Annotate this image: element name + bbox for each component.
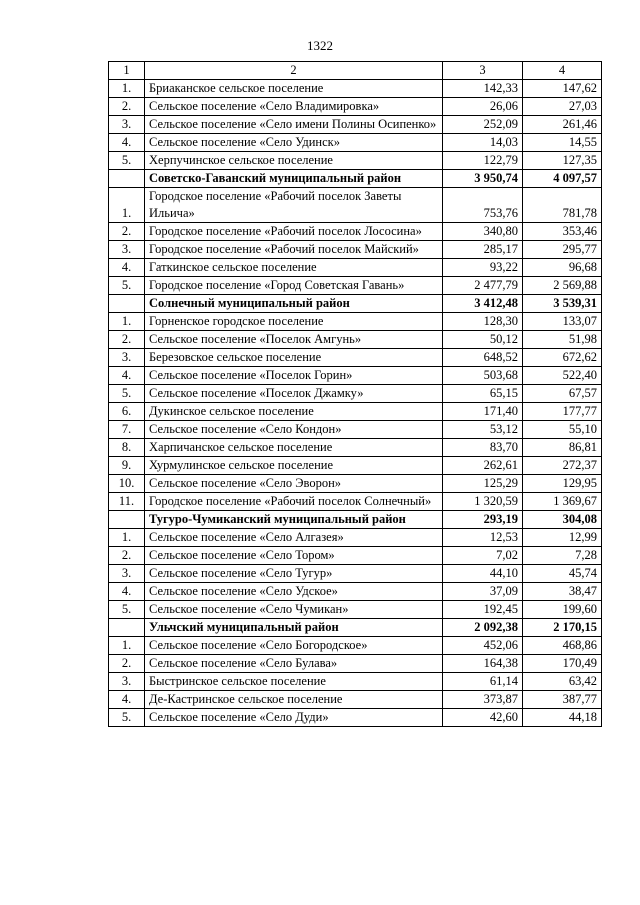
settlement-row xyxy=(109,367,602,385)
settlements-table xyxy=(108,61,602,727)
value-col-3: 753,76 xyxy=(443,188,523,223)
value-col-4: 127,35 xyxy=(523,152,602,170)
settlement-row xyxy=(109,277,602,295)
value-col-4: 261,46 xyxy=(523,116,602,134)
row-number: 3. xyxy=(109,673,145,691)
row-number: 2. xyxy=(109,655,145,673)
value-col-4: 7,28 xyxy=(523,547,602,565)
value-col-3: 164,38 xyxy=(443,655,523,673)
settlement-name: Быстринское сельское поселение xyxy=(145,673,443,691)
value-col-3: 125,29 xyxy=(443,475,523,493)
settlement-name: Сельское поселение «Село Удское» xyxy=(145,583,443,601)
district-name: Советско-Гаванский муниципальный район xyxy=(145,170,443,188)
settlement-name: Сельское поселение «Село Богородское» xyxy=(145,637,443,655)
value-col-4: 45,74 xyxy=(523,565,602,583)
value-col-3: 373,87 xyxy=(443,691,523,709)
district-row xyxy=(109,511,602,529)
value-col-3: 122,79 xyxy=(443,152,523,170)
settlement-name: Городское поселение «Рабочий поселок Майский» xyxy=(145,241,443,259)
row-number: 7. xyxy=(109,421,145,439)
settlement-row xyxy=(109,331,602,349)
row-number: 1. xyxy=(109,188,145,223)
row-number: 3. xyxy=(109,241,145,259)
row-number xyxy=(109,511,145,529)
value-col-4: 44,18 xyxy=(523,709,602,727)
value-col-3: 285,17 xyxy=(443,241,523,259)
district-row xyxy=(109,619,602,637)
page-number: 1322 xyxy=(307,38,333,53)
settlement-row xyxy=(109,583,602,601)
settlement-name: Сельское поселение «Село Эворон» xyxy=(145,475,443,493)
row-number: 2. xyxy=(109,547,145,565)
value-col-4: 14,55 xyxy=(523,134,602,152)
row-number xyxy=(109,619,145,637)
settlement-name: Сельское поселение «Село Дуди» xyxy=(145,709,443,727)
value-col-4: 38,47 xyxy=(523,583,602,601)
district-name: Солнечный муниципальный район xyxy=(145,295,443,313)
settlement-name: Городское поселение «Рабочий поселок Заветы Ильича» xyxy=(145,188,443,223)
value-col-3: 53,12 xyxy=(443,421,523,439)
settlement-name: Сельское поселение «Поселок Горин» xyxy=(145,367,443,385)
value-col-3: 1 320,59 xyxy=(443,493,523,511)
row-number: 2. xyxy=(109,223,145,241)
settlement-row xyxy=(109,403,602,421)
value-col-4: 67,57 xyxy=(523,385,602,403)
row-number: 5. xyxy=(109,152,145,170)
value-col-3: 7,02 xyxy=(443,547,523,565)
value-col-4: 55,10 xyxy=(523,421,602,439)
column-header: 3 xyxy=(443,62,523,80)
district-name: Ульчский муниципальный район xyxy=(145,619,443,637)
value-col-4: 4 097,57 xyxy=(523,170,602,188)
settlement-row xyxy=(109,313,602,331)
value-col-3: 171,40 xyxy=(443,403,523,421)
settlement-name: Гаткинское сельское поселение xyxy=(145,259,443,277)
settlement-name: Харпичанское сельское поселение xyxy=(145,439,443,457)
settlement-row xyxy=(109,421,602,439)
value-col-3: 503,68 xyxy=(443,367,523,385)
value-col-3: 3 412,48 xyxy=(443,295,523,313)
settlement-row xyxy=(109,439,602,457)
value-col-4: 387,77 xyxy=(523,691,602,709)
value-col-4: 170,49 xyxy=(523,655,602,673)
column-header: 1 xyxy=(109,62,145,80)
value-col-3: 142,33 xyxy=(443,80,523,98)
settlement-name: Де-Кастринское сельское поселение xyxy=(145,691,443,709)
row-number: 5. xyxy=(109,709,145,727)
settlement-row xyxy=(109,709,602,727)
value-col-3: 61,14 xyxy=(443,673,523,691)
settlement-row xyxy=(109,188,602,223)
settlement-name: Городское поселение «Город Советская Гавань» xyxy=(145,277,443,295)
settlement-name: Сельское поселение «Село имени Полины Осипенко» xyxy=(145,116,443,134)
row-number: 4. xyxy=(109,367,145,385)
value-col-3: 3 950,74 xyxy=(443,170,523,188)
value-col-4: 522,40 xyxy=(523,367,602,385)
value-col-3: 37,09 xyxy=(443,583,523,601)
value-col-3: 252,09 xyxy=(443,116,523,134)
column-header: 2 xyxy=(145,62,443,80)
settlement-name: Горненское городское поселение xyxy=(145,313,443,331)
settlement-name: Сельское поселение «Поселок Джамку» xyxy=(145,385,443,403)
settlement-row xyxy=(109,152,602,170)
row-number: 2. xyxy=(109,98,145,116)
settlement-row xyxy=(109,457,602,475)
row-number: 5. xyxy=(109,601,145,619)
settlement-name: Херпучинское сельское поселение xyxy=(145,152,443,170)
settlement-row xyxy=(109,529,602,547)
settlement-row xyxy=(109,80,602,98)
settlement-row xyxy=(109,601,602,619)
settlement-row xyxy=(109,98,602,116)
row-number: 11. xyxy=(109,493,145,511)
row-number: 5. xyxy=(109,385,145,403)
settlement-row xyxy=(109,134,602,152)
settlement-name: Сельское поселение «Село Удинск» xyxy=(145,134,443,152)
value-col-4: 2 170,15 xyxy=(523,619,602,637)
row-number: 4. xyxy=(109,259,145,277)
settlement-row xyxy=(109,565,602,583)
row-number: 2. xyxy=(109,331,145,349)
value-col-3: 93,22 xyxy=(443,259,523,277)
value-col-4: 304,08 xyxy=(523,511,602,529)
settlement-name: Городское поселение «Рабочий поселок Солнечный» xyxy=(145,493,443,511)
row-number: 4. xyxy=(109,134,145,152)
district-name: Тугуро-Чумиканский муниципальный район xyxy=(145,511,443,529)
row-number: 1. xyxy=(109,313,145,331)
row-number: 6. xyxy=(109,403,145,421)
value-col-4: 96,68 xyxy=(523,259,602,277)
value-col-4: 27,03 xyxy=(523,98,602,116)
value-col-4: 129,95 xyxy=(523,475,602,493)
settlement-row xyxy=(109,259,602,277)
settlement-name: Сельское поселение «Село Булава» xyxy=(145,655,443,673)
value-col-4: 272,37 xyxy=(523,457,602,475)
column-header: 4 xyxy=(523,62,602,80)
table-header-row xyxy=(109,62,602,80)
value-col-4: 147,62 xyxy=(523,80,602,98)
settlement-row xyxy=(109,673,602,691)
value-col-4: 133,07 xyxy=(523,313,602,331)
settlement-name: Сельское поселение «Село Алгазея» xyxy=(145,529,443,547)
settlement-row xyxy=(109,655,602,673)
settlement-row xyxy=(109,547,602,565)
settlement-name: Сельское поселение «Село Кондон» xyxy=(145,421,443,439)
row-number: 3. xyxy=(109,349,145,367)
settlement-row xyxy=(109,637,602,655)
value-col-4: 295,77 xyxy=(523,241,602,259)
settlement-name: Сельское поселение «Поселок Амгунь» xyxy=(145,331,443,349)
row-number: 8. xyxy=(109,439,145,457)
value-col-4: 3 539,31 xyxy=(523,295,602,313)
row-number: 1. xyxy=(109,80,145,98)
settlement-row xyxy=(109,223,602,241)
value-col-4: 672,62 xyxy=(523,349,602,367)
row-number: 10. xyxy=(109,475,145,493)
value-col-3: 42,60 xyxy=(443,709,523,727)
settlement-name: Сельское поселение «Село Тором» xyxy=(145,547,443,565)
value-col-3: 2 477,79 xyxy=(443,277,523,295)
value-col-3: 14,03 xyxy=(443,134,523,152)
settlement-name: Бриаканское сельское поселение xyxy=(145,80,443,98)
value-col-4: 51,98 xyxy=(523,331,602,349)
value-col-3: 83,70 xyxy=(443,439,523,457)
value-col-3: 340,80 xyxy=(443,223,523,241)
row-number: 9. xyxy=(109,457,145,475)
value-col-4: 1 369,67 xyxy=(523,493,602,511)
settlement-row xyxy=(109,475,602,493)
value-col-4: 86,81 xyxy=(523,439,602,457)
value-col-3: 44,10 xyxy=(443,565,523,583)
settlement-name: Городское поселение «Рабочий поселок Лососина» xyxy=(145,223,443,241)
value-col-3: 452,06 xyxy=(443,637,523,655)
district-row xyxy=(109,170,602,188)
value-col-3: 2 092,38 xyxy=(443,619,523,637)
value-col-4: 353,46 xyxy=(523,223,602,241)
row-number: 1. xyxy=(109,529,145,547)
row-number xyxy=(109,170,145,188)
row-number xyxy=(109,295,145,313)
row-number: 3. xyxy=(109,116,145,134)
settlement-name: Сельское поселение «Село Тугур» xyxy=(145,565,443,583)
district-row xyxy=(109,295,602,313)
row-number: 5. xyxy=(109,277,145,295)
value-col-4: 468,86 xyxy=(523,637,602,655)
value-col-3: 65,15 xyxy=(443,385,523,403)
row-number: 4. xyxy=(109,691,145,709)
settlement-name: Сельское поселение «Село Чумикан» xyxy=(145,601,443,619)
settlement-name: Сельское поселение «Село Владимировка» xyxy=(145,98,443,116)
settlement-row xyxy=(109,493,602,511)
value-col-3: 192,45 xyxy=(443,601,523,619)
settlement-row xyxy=(109,691,602,709)
value-col-4: 781,78 xyxy=(523,188,602,223)
settlement-name: Хурмулинское сельское поселение xyxy=(145,457,443,475)
value-col-4: 2 569,88 xyxy=(523,277,602,295)
value-col-3: 293,19 xyxy=(443,511,523,529)
value-col-4: 199,60 xyxy=(523,601,602,619)
settlement-row xyxy=(109,349,602,367)
settlement-row xyxy=(109,385,602,403)
value-col-3: 648,52 xyxy=(443,349,523,367)
value-col-3: 50,12 xyxy=(443,331,523,349)
settlement-row xyxy=(109,116,602,134)
value-col-3: 262,61 xyxy=(443,457,523,475)
row-number: 1. xyxy=(109,637,145,655)
value-col-4: 12,99 xyxy=(523,529,602,547)
settlement-row xyxy=(109,241,602,259)
row-number: 3. xyxy=(109,565,145,583)
row-number: 4. xyxy=(109,583,145,601)
value-col-3: 12,53 xyxy=(443,529,523,547)
value-col-3: 128,30 xyxy=(443,313,523,331)
value-col-4: 63,42 xyxy=(523,673,602,691)
value-col-4: 177,77 xyxy=(523,403,602,421)
value-col-3: 26,06 xyxy=(443,98,523,116)
settlement-name: Дукинское сельское поселение xyxy=(145,403,443,421)
settlement-name: Березовское сельское поселение xyxy=(145,349,443,367)
